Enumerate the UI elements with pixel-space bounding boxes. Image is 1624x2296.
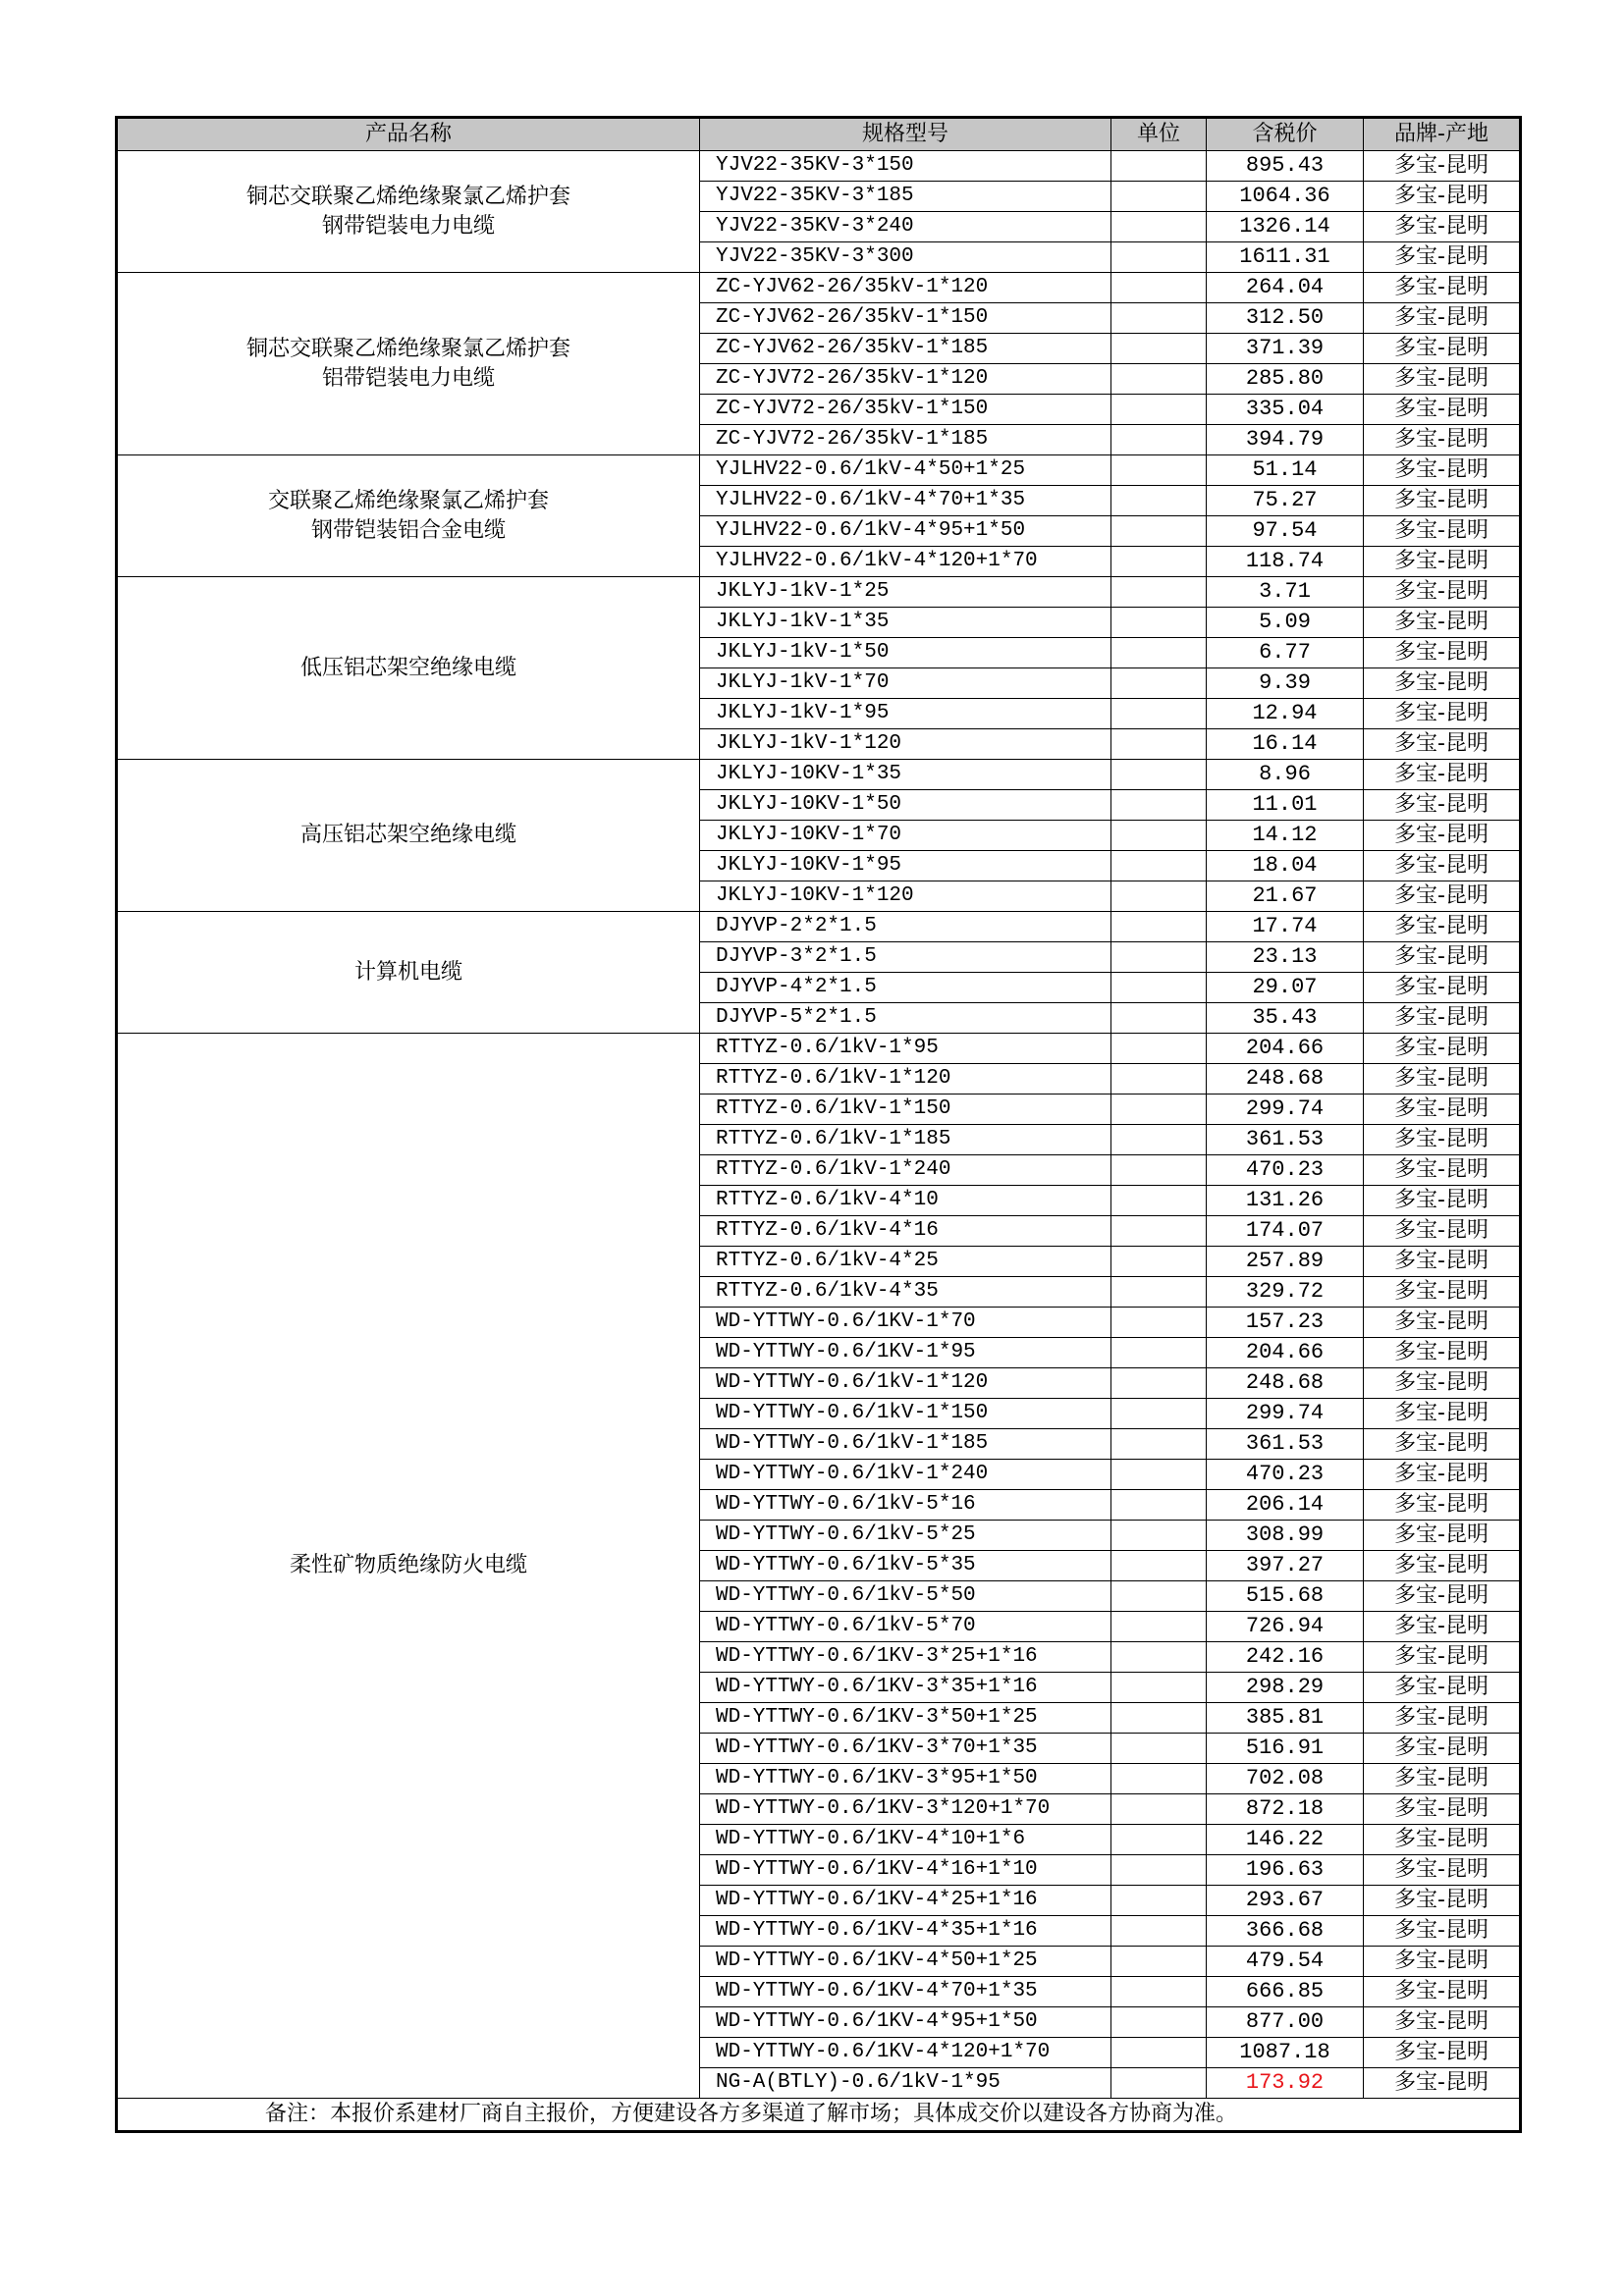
price-cell: 361.53 [1207,1429,1364,1460]
spec-cell: JKLYJ-10KV-1*70 [700,821,1111,851]
unit-cell [1111,182,1207,212]
price-cell: 204.66 [1207,1338,1364,1368]
spec-cell: RTTYZ-0.6/1kV-4*35 [700,1277,1111,1308]
unit-cell [1111,1399,1207,1429]
brand-cell: 多宝-昆明 [1364,851,1521,881]
brand-cell: 多宝-昆明 [1364,942,1521,973]
spec-cell: YJLHV22-0.6/1kV-4*95+1*50 [700,516,1111,547]
unit-cell [1111,455,1207,486]
unit-cell [1111,1216,1207,1247]
unit-cell [1111,1612,1207,1642]
spec-cell: WD-YTTWY-0.6/1KV-3*35+1*16 [700,1673,1111,1703]
unit-cell [1111,1916,1207,1947]
price-cell: 196.63 [1207,1855,1364,1886]
price-cell: 5.09 [1207,608,1364,638]
brand-cell: 多宝-昆明 [1364,1642,1521,1673]
table-row [117,912,1521,942]
unit-cell [1111,851,1207,881]
spec-cell: WD-YTTWY-0.6/1KV-4*35+1*16 [700,1916,1111,1947]
unit-cell [1111,2038,1207,2068]
unit-cell [1111,2007,1207,2038]
price-cell: 397.27 [1207,1551,1364,1581]
brand-cell: 多宝-昆明 [1364,1581,1521,1612]
product-name-line: 铜芯交联聚乙烯绝缘聚氯乙烯护套 [245,184,570,209]
unit-cell [1111,1764,1207,1794]
unit-cell [1111,1551,1207,1581]
brand-cell: 多宝-昆明 [1364,1155,1521,1186]
unit-cell [1111,212,1207,242]
spec-cell: WD-YTTWY-0.6/1KV-1*95 [700,1338,1111,1368]
brand-cell: 多宝-昆明 [1364,1460,1521,1490]
brand-cell: 多宝-昆明 [1364,182,1521,212]
brand-cell: 多宝-昆明 [1364,577,1521,608]
brand-cell: 多宝-昆明 [1364,729,1521,760]
spec-cell: ZC-YJV62-26/35kV-1*185 [700,334,1111,364]
spec-cell: JKLYJ-1kV-1*25 [700,577,1111,608]
price-cell: 1087.18 [1207,2038,1364,2068]
table-row [117,1034,1521,1064]
unit-cell [1111,486,1207,516]
brand-cell: 多宝-昆明 [1364,1399,1521,1429]
unit-cell [1111,1429,1207,1460]
product-name-cell [117,151,700,273]
unit-cell [1111,1490,1207,1521]
brand-cell: 多宝-昆明 [1364,516,1521,547]
price-cell: 285.80 [1207,364,1364,395]
spec-cell: WD-YTTWY-0.6/1kV-5*35 [700,1551,1111,1581]
price-cell: 394.79 [1207,425,1364,455]
price-cell: 18.04 [1207,851,1364,881]
spec-cell: JKLYJ-1kV-1*120 [700,729,1111,760]
spec-cell: JKLYJ-1kV-1*70 [700,668,1111,699]
brand-cell: 多宝-昆明 [1364,881,1521,912]
brand-cell: 多宝-昆明 [1364,151,1521,182]
unit-cell [1111,1277,1207,1308]
price-cell: 248.68 [1207,1368,1364,1399]
brand-cell: 多宝-昆明 [1364,821,1521,851]
price-cell: 17.74 [1207,912,1364,942]
brand-cell: 多宝-昆明 [1364,486,1521,516]
brand-cell: 多宝-昆明 [1364,1216,1521,1247]
price-cell: 248.68 [1207,1064,1364,1095]
brand-cell: 多宝-昆明 [1364,2038,1521,2068]
price-cell: 335.04 [1207,395,1364,425]
price-cell: 97.54 [1207,516,1364,547]
brand-cell: 多宝-昆明 [1364,608,1521,638]
brand-cell: 多宝-昆明 [1364,1886,1521,1916]
brand-cell: 多宝-昆明 [1364,1338,1521,1368]
brand-cell: 多宝-昆明 [1364,1703,1521,1734]
unit-cell [1111,1886,1207,1916]
table-body [117,151,1521,2099]
unit-cell [1111,1947,1207,1977]
price-cell: 146.22 [1207,1825,1364,1855]
unit-cell [1111,1734,1207,1764]
spec-cell: WD-YTTWY-0.6/1KV-1*70 [700,1308,1111,1338]
price-cell: 29.07 [1207,973,1364,1003]
brand-cell: 多宝-昆明 [1364,2007,1521,2038]
unit-cell [1111,608,1207,638]
spec-cell: WD-YTTWY-0.6/1kV-1*150 [700,1399,1111,1429]
spec-cell: NG-A(BTLY)-0.6/1kV-1*95 [700,2068,1111,2099]
brand-cell: 多宝-昆明 [1364,638,1521,668]
price-cell: 23.13 [1207,942,1364,973]
brand-cell: 多宝-昆明 [1364,1095,1521,1125]
price-cell: 877.00 [1207,2007,1364,2038]
header-spec: 规格型号 [700,118,1111,151]
spec-cell: RTTYZ-0.6/1kV-1*120 [700,1064,1111,1095]
brand-cell: 多宝-昆明 [1364,1521,1521,1551]
price-cell: 329.72 [1207,1277,1364,1308]
brand-cell: 多宝-昆明 [1364,1308,1521,1338]
unit-cell [1111,1003,1207,1034]
table-row [117,760,1521,790]
spec-cell: YJLHV22-0.6/1kV-4*120+1*70 [700,547,1111,577]
price-table [115,116,1522,2133]
spec-cell: RTTYZ-0.6/1kV-1*95 [700,1034,1111,1064]
price-cell: 726.94 [1207,1612,1364,1642]
spec-cell: WD-YTTWY-0.6/1kV-1*240 [700,1460,1111,1490]
brand-cell: 多宝-昆明 [1364,242,1521,273]
unit-cell [1111,1034,1207,1064]
brand-cell: 多宝-昆明 [1364,912,1521,942]
product-name-line: 计算机电缆 [353,959,462,985]
price-cell: 312.50 [1207,303,1364,334]
header-unit: 单位 [1111,118,1207,151]
unit-cell [1111,577,1207,608]
brand-cell: 多宝-昆明 [1364,1551,1521,1581]
price-cell: 470.23 [1207,1460,1364,1490]
unit-cell [1111,790,1207,821]
unit-cell [1111,1064,1207,1095]
price-cell: 293.67 [1207,1886,1364,1916]
spec-cell: WD-YTTWY-0.6/1KV-4*70+1*35 [700,1977,1111,2007]
brand-cell: 多宝-昆明 [1364,1277,1521,1308]
brand-cell: 多宝-昆明 [1364,334,1521,364]
price-cell: 173.92 [1207,2068,1364,2099]
unit-cell [1111,1338,1207,1368]
brand-cell: 多宝-昆明 [1364,1368,1521,1399]
price-cell: 299.74 [1207,1095,1364,1125]
price-cell: 11.01 [1207,790,1364,821]
brand-cell: 多宝-昆明 [1364,1003,1521,1034]
spec-cell: YJV22-35KV-3*150 [700,151,1111,182]
brand-cell: 多宝-昆明 [1364,1186,1521,1216]
brand-cell: 多宝-昆明 [1364,1916,1521,1947]
spec-cell: WD-YTTWY-0.6/1KV-3*50+1*25 [700,1703,1111,1734]
spec-cell: YJLHV22-0.6/1kV-4*50+1*25 [700,455,1111,486]
price-cell: 12.94 [1207,699,1364,729]
brand-cell: 多宝-昆明 [1364,1064,1521,1095]
spec-cell: DJYVP-3*2*1.5 [700,942,1111,973]
product-name-cell [117,760,700,912]
price-cell: 257.89 [1207,1247,1364,1277]
price-cell: 361.53 [1207,1125,1364,1155]
table-row [117,455,1521,486]
brand-cell: 多宝-昆明 [1364,1855,1521,1886]
unit-cell [1111,1673,1207,1703]
unit-cell [1111,334,1207,364]
header-product-name: 产品名称 [117,118,700,151]
price-cell: 157.23 [1207,1308,1364,1338]
brand-cell: 多宝-昆明 [1364,2068,1521,2099]
spec-cell: WD-YTTWY-0.6/1kV-5*50 [700,1581,1111,1612]
spec-cell: DJYVP-4*2*1.5 [700,973,1111,1003]
price-cell: 479.54 [1207,1947,1364,1977]
spec-cell: JKLYJ-1kV-1*50 [700,638,1111,668]
price-cell: 131.26 [1207,1186,1364,1216]
product-name-cell [117,912,700,1034]
price-cell: 21.67 [1207,881,1364,912]
spec-cell: WD-YTTWY-0.6/1kV-5*25 [700,1521,1111,1551]
spec-cell: JKLYJ-10KV-1*35 [700,760,1111,790]
spec-cell: YJV22-35KV-3*185 [700,182,1111,212]
unit-cell [1111,1794,1207,1825]
brand-cell: 多宝-昆明 [1364,455,1521,486]
price-cell: 35.43 [1207,1003,1364,1034]
unit-cell [1111,1703,1207,1734]
brand-cell: 多宝-昆明 [1364,1612,1521,1642]
spec-cell: WD-YTTWY-0.6/1kV-1*120 [700,1368,1111,1399]
price-cell: 872.18 [1207,1794,1364,1825]
spec-cell: YJV22-35KV-3*240 [700,212,1111,242]
spec-cell: YJLHV22-0.6/1kV-4*70+1*35 [700,486,1111,516]
brand-cell: 多宝-昆明 [1364,790,1521,821]
spec-cell: RTTYZ-0.6/1kV-4*10 [700,1186,1111,1216]
brand-cell: 多宝-昆明 [1364,212,1521,242]
price-cell: 75.27 [1207,486,1364,516]
header-price: 含税价 [1207,118,1364,151]
spec-cell: WD-YTTWY-0.6/1kV-5*70 [700,1612,1111,1642]
brand-cell: 多宝-昆明 [1364,364,1521,395]
price-cell: 470.23 [1207,1155,1364,1186]
spec-cell: ZC-YJV72-26/35kV-1*120 [700,364,1111,395]
unit-cell [1111,364,1207,395]
unit-cell [1111,151,1207,182]
spec-cell: WD-YTTWY-0.6/1KV-4*16+1*10 [700,1855,1111,1886]
product-name-line: 高压铝芯架空绝缘电缆 [299,823,516,847]
unit-cell [1111,425,1207,455]
brand-cell: 多宝-昆明 [1364,668,1521,699]
price-cell: 1064.36 [1207,182,1364,212]
spec-cell: RTTYZ-0.6/1kV-1*150 [700,1095,1111,1125]
unit-cell [1111,912,1207,942]
spec-cell: WD-YTTWY-0.6/1KV-3*25+1*16 [700,1642,1111,1673]
spec-cell: WD-YTTWY-0.6/1KV-4*120+1*70 [700,2038,1111,2068]
price-cell: 242.16 [1207,1642,1364,1673]
unit-cell [1111,699,1207,729]
brand-cell: 多宝-昆明 [1364,973,1521,1003]
unit-cell [1111,2068,1207,2099]
spec-cell: JKLYJ-1kV-1*95 [700,699,1111,729]
price-cell: 385.81 [1207,1703,1364,1734]
unit-cell [1111,1521,1207,1551]
price-cell: 371.39 [1207,334,1364,364]
price-cell: 366.68 [1207,1916,1364,1947]
spec-cell: YJV22-35KV-3*300 [700,242,1111,273]
note-text: 备注：本报价系建材厂商自主报价，方便建设各方多渠道了解市场；具体成交价以建设各方协商为准。 [117,2099,1521,2132]
unit-cell [1111,1855,1207,1886]
brand-cell: 多宝-昆明 [1364,1794,1521,1825]
spec-cell: ZC-YJV72-26/35kV-1*185 [700,425,1111,455]
spec-cell: ZC-YJV72-26/35kV-1*150 [700,395,1111,425]
price-cell: 516.91 [1207,1734,1364,1764]
brand-cell: 多宝-昆明 [1364,699,1521,729]
product-name-line: 铝带铠装电力电缆 [321,365,495,391]
price-cell: 206.14 [1207,1490,1364,1521]
price-cell: 6.77 [1207,638,1364,668]
price-cell: 51.14 [1207,455,1364,486]
brand-cell: 多宝-昆明 [1364,1247,1521,1277]
price-cell: 895.43 [1207,151,1364,182]
brand-cell: 多宝-昆明 [1364,1947,1521,1977]
unit-cell [1111,242,1207,273]
unit-cell [1111,942,1207,973]
spec-cell: DJYVP-2*2*1.5 [700,912,1111,942]
price-cell: 702.08 [1207,1764,1364,1794]
unit-cell [1111,1581,1207,1612]
unit-cell [1111,1308,1207,1338]
product-name-cell [117,577,700,760]
price-cell: 264.04 [1207,273,1364,303]
spec-cell: WD-YTTWY-0.6/1KV-4*25+1*16 [700,1886,1111,1916]
price-cell: 204.66 [1207,1034,1364,1064]
spec-cell: DJYVP-5*2*1.5 [700,1003,1111,1034]
product-name-cell [117,1034,700,2099]
price-cell: 308.99 [1207,1521,1364,1551]
price-cell: 1326.14 [1207,212,1364,242]
unit-cell [1111,729,1207,760]
unit-cell [1111,1977,1207,2007]
product-name-line: 交联聚乙烯绝缘聚氯乙烯护套 [267,488,549,513]
header-brand: 品牌-产地 [1364,118,1521,151]
brand-cell: 多宝-昆明 [1364,1034,1521,1064]
product-name-line: 钢带铠装铝合金电缆 [310,517,506,543]
product-name-line: 钢带铠装电力电缆 [321,213,495,239]
price-cell: 298.29 [1207,1673,1364,1703]
price-cell: 1611.31 [1207,242,1364,273]
spec-cell: WD-YTTWY-0.6/1KV-3*120+1*70 [700,1794,1111,1825]
unit-cell [1111,1460,1207,1490]
unit-cell [1111,668,1207,699]
table-row [117,273,1521,303]
unit-cell [1111,395,1207,425]
brand-cell: 多宝-昆明 [1364,1429,1521,1460]
spec-cell: ZC-YJV62-26/35kV-1*120 [700,273,1111,303]
unit-cell [1111,1368,1207,1399]
unit-cell [1111,547,1207,577]
spec-cell: JKLYJ-10KV-1*120 [700,881,1111,912]
spec-cell: RTTYZ-0.6/1kV-4*25 [700,1247,1111,1277]
header-row [117,118,1521,151]
product-name-cell [117,273,700,455]
unit-cell [1111,881,1207,912]
price-cell: 515.68 [1207,1581,1364,1612]
note-row [117,2099,1521,2132]
brand-cell: 多宝-昆明 [1364,1125,1521,1155]
price-cell: 14.12 [1207,821,1364,851]
price-cell: 666.85 [1207,1977,1364,2007]
unit-cell [1111,1155,1207,1186]
unit-cell [1111,516,1207,547]
unit-cell [1111,1125,1207,1155]
unit-cell [1111,973,1207,1003]
spec-cell: WD-YTTWY-0.6/1KV-4*95+1*50 [700,2007,1111,2038]
unit-cell [1111,638,1207,668]
price-cell: 118.74 [1207,547,1364,577]
spec-cell: ZC-YJV62-26/35kV-1*150 [700,303,1111,334]
brand-cell: 多宝-昆明 [1364,303,1521,334]
unit-cell [1111,760,1207,790]
spec-cell: WD-YTTWY-0.6/1KV-3*70+1*35 [700,1734,1111,1764]
product-name-cell [117,455,700,577]
unit-cell [1111,1095,1207,1125]
spec-cell: WD-YTTWY-0.6/1kV-5*16 [700,1490,1111,1521]
spec-cell: JKLYJ-1kV-1*35 [700,608,1111,638]
spec-cell: WD-YTTWY-0.6/1kV-1*185 [700,1429,1111,1460]
brand-cell: 多宝-昆明 [1364,1977,1521,2007]
brand-cell: 多宝-昆明 [1364,395,1521,425]
brand-cell: 多宝-昆明 [1364,760,1521,790]
price-cell: 174.07 [1207,1216,1364,1247]
price-cell: 3.71 [1207,577,1364,608]
price-cell: 16.14 [1207,729,1364,760]
unit-cell [1111,1825,1207,1855]
spec-cell: JKLYJ-10KV-1*50 [700,790,1111,821]
brand-cell: 多宝-昆明 [1364,1490,1521,1521]
spec-cell: WD-YTTWY-0.6/1KV-4*10+1*6 [700,1825,1111,1855]
brand-cell: 多宝-昆明 [1364,425,1521,455]
spec-cell: WD-YTTWY-0.6/1KV-4*50+1*25 [700,1947,1111,1977]
brand-cell: 多宝-昆明 [1364,1764,1521,1794]
brand-cell: 多宝-昆明 [1364,273,1521,303]
brand-cell: 多宝-昆明 [1364,547,1521,577]
brand-cell: 多宝-昆明 [1364,1673,1521,1703]
price-cell: 299.74 [1207,1399,1364,1429]
product-name-line: 柔性矿物质绝缘防火电缆 [289,1553,527,1577]
product-name-line: 低压铝芯架空绝缘电缆 [299,655,516,680]
spec-cell: JKLYJ-10KV-1*95 [700,851,1111,881]
price-cell: 8.96 [1207,760,1364,790]
unit-cell [1111,303,1207,334]
unit-cell [1111,821,1207,851]
spec-cell: RTTYZ-0.6/1kV-1*240 [700,1155,1111,1186]
unit-cell [1111,1247,1207,1277]
unit-cell [1111,273,1207,303]
spec-cell: WD-YTTWY-0.6/1KV-3*95+1*50 [700,1764,1111,1794]
brand-cell: 多宝-昆明 [1364,1734,1521,1764]
table-row [117,151,1521,182]
spec-cell: RTTYZ-0.6/1kV-4*16 [700,1216,1111,1247]
unit-cell [1111,1642,1207,1673]
spec-cell: RTTYZ-0.6/1kV-1*185 [700,1125,1111,1155]
table-row [117,577,1521,608]
price-cell: 9.39 [1207,668,1364,699]
unit-cell [1111,1186,1207,1216]
brand-cell: 多宝-昆明 [1364,1825,1521,1855]
product-name-line: 铜芯交联聚乙烯绝缘聚氯乙烯护套 [245,336,570,361]
